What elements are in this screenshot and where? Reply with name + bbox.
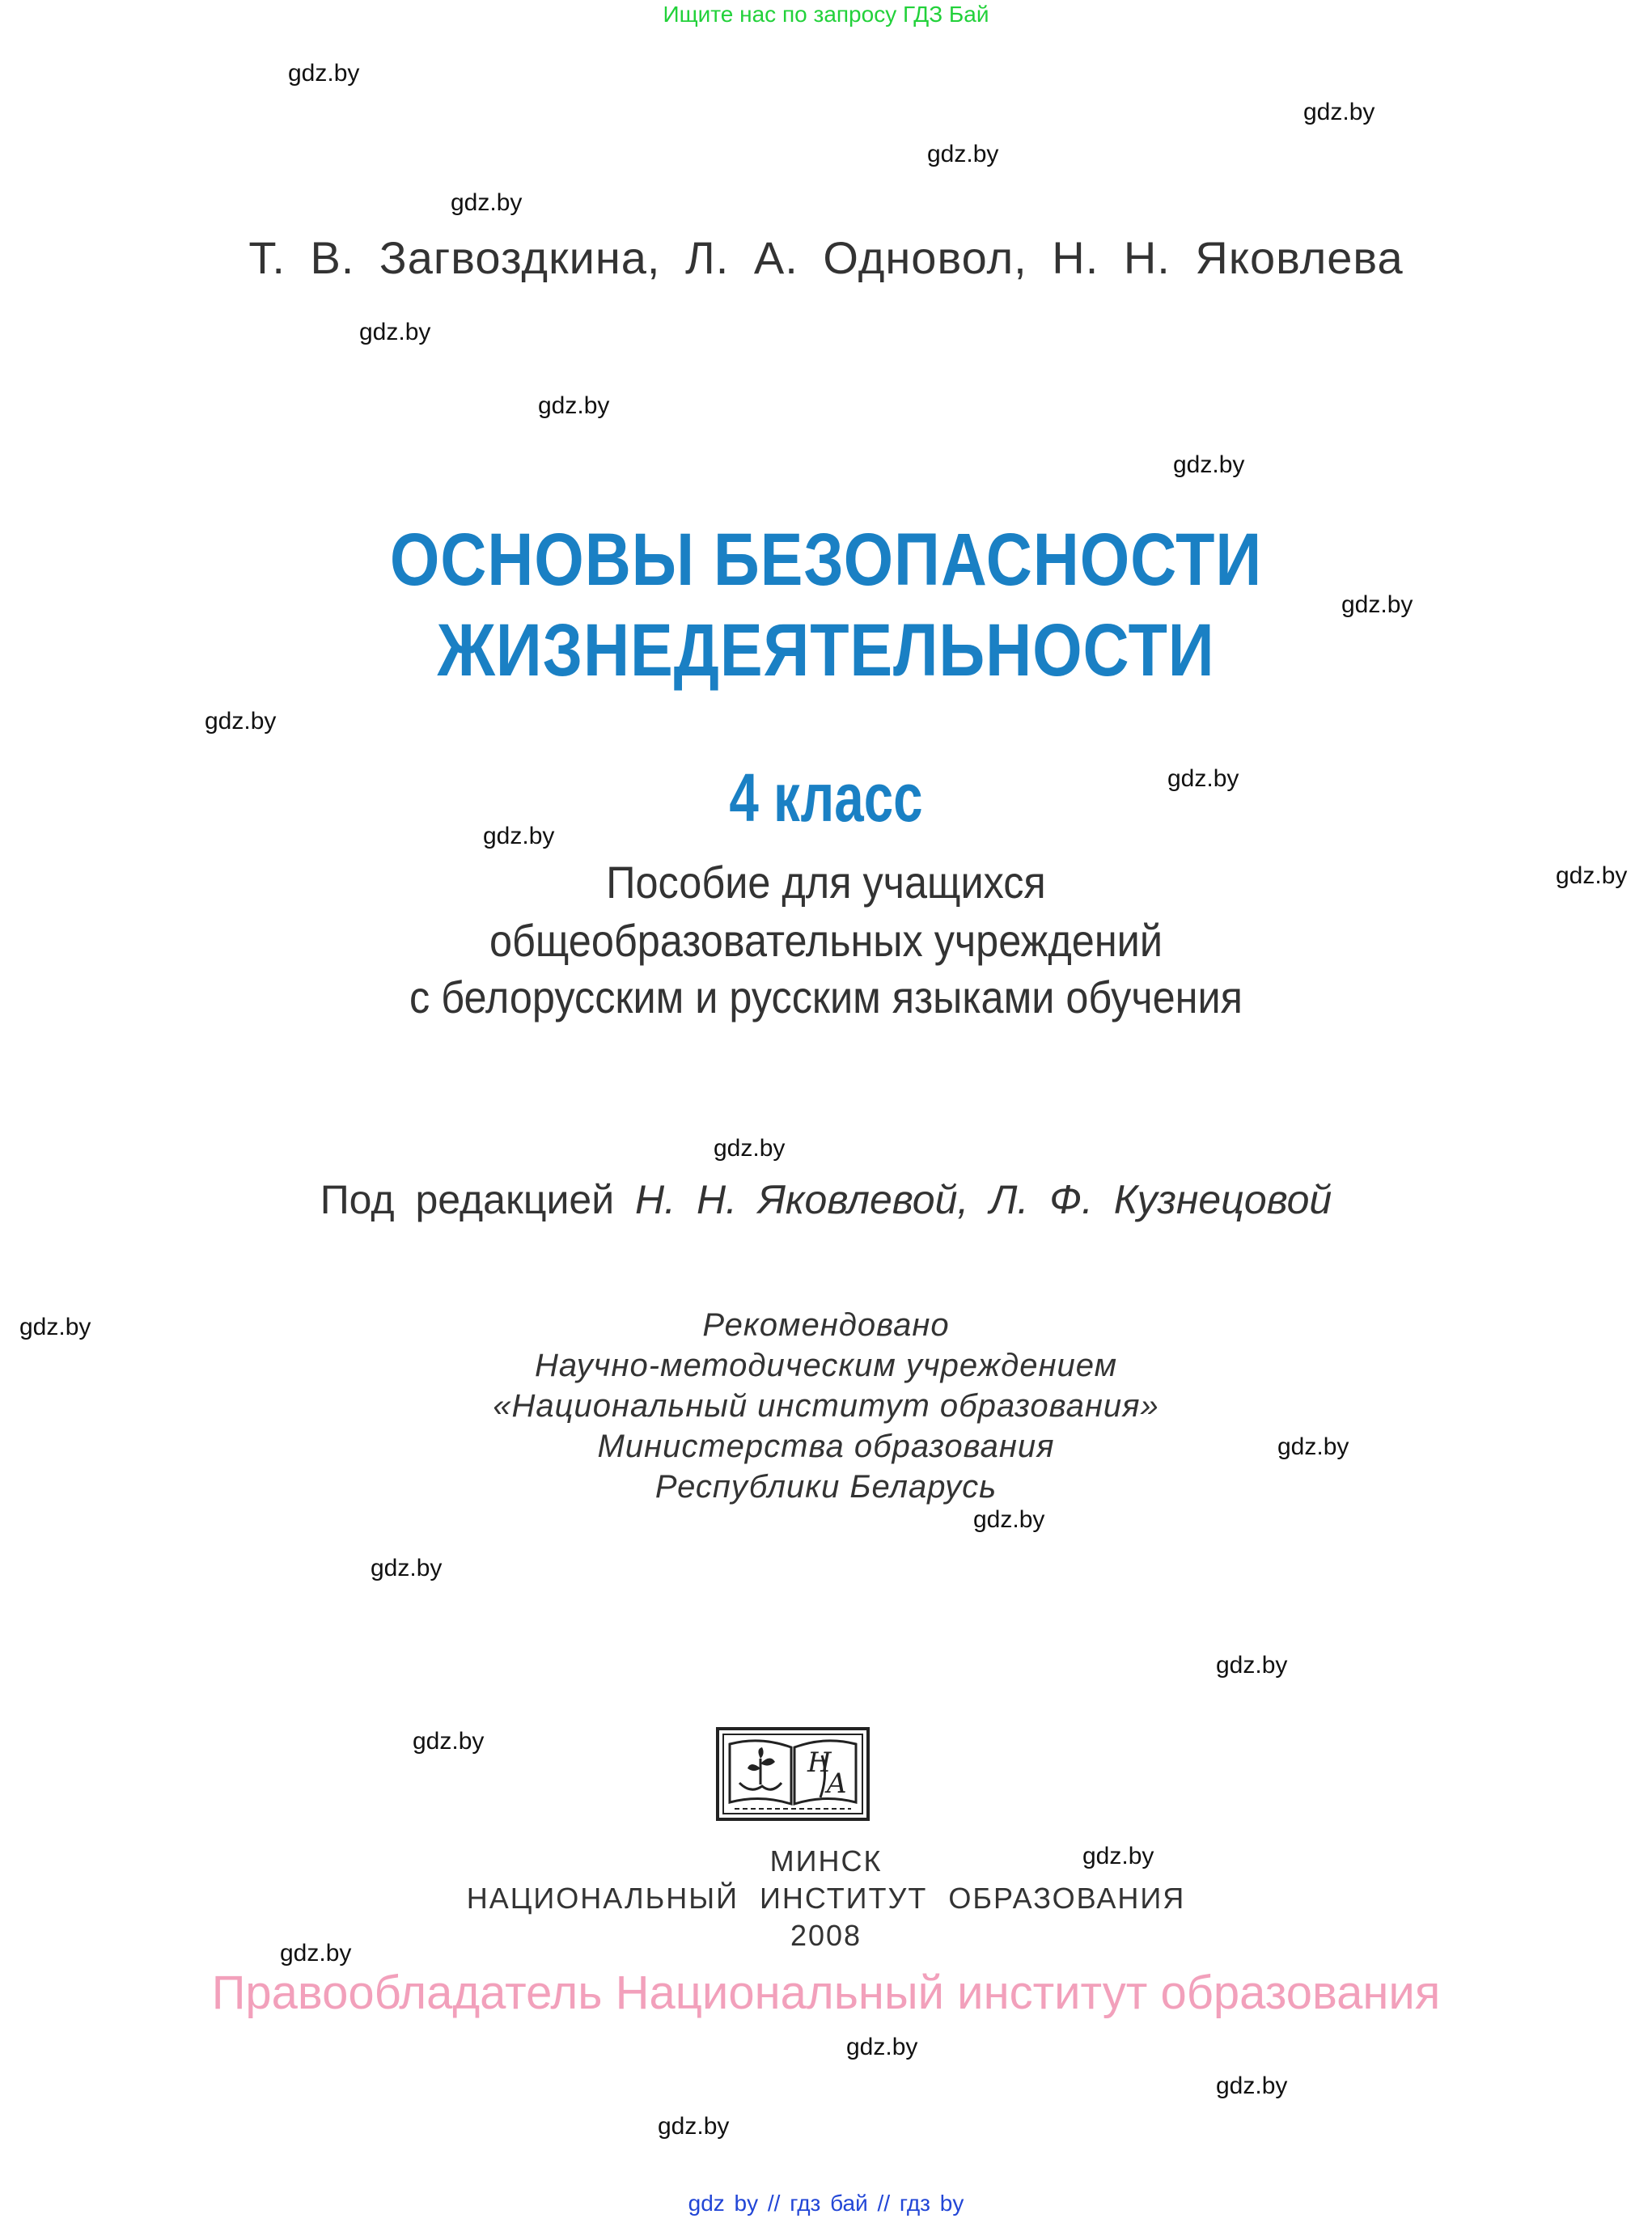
book-title-line-2: ЖИЗНЕДЕЯТЕЛЬНОСТИ [437, 609, 1215, 692]
recommendation-line: Министерства образования [597, 1429, 1055, 1464]
publisher-logo-icon [715, 1726, 870, 1822]
recommendation-line: Рекомендовано [702, 1307, 950, 1343]
top-banner: Ищите нас по запросу ГДЗ Бай [663, 2, 989, 27]
watermark: gdz.by [658, 2113, 730, 2140]
watermark: gdz.by [973, 1506, 1045, 1533]
editors-line [0, 1176, 1652, 1223]
watermark: gdz.by [846, 2034, 918, 2060]
watermark: gdz.by [1277, 1433, 1349, 1460]
editors-label: Под редакцией [320, 1177, 615, 1222]
watermark: gdz.by [451, 189, 523, 216]
watermark: gdz.by [205, 708, 277, 735]
watermark: gdz.by [1167, 765, 1239, 792]
watermark: gdz.by [1082, 1843, 1154, 1869]
editors-names: Н. Н. Яковлевой, Л. Ф. Кузнецовой [635, 1177, 1332, 1222]
watermark: gdz.by [19, 1314, 91, 1340]
publisher-name: НАЦИОНАЛЬНЫЙ ИНСТИТУТ ОБРАЗОВАНИЯ [466, 1882, 1186, 1915]
watermark: gdz.by [538, 392, 610, 419]
subtitle-line: Пособие для учащихся [606, 857, 1046, 908]
watermark: gdz.by [413, 1728, 485, 1755]
watermark: gdz.by [927, 141, 999, 167]
publisher-city: МИНСК [769, 1844, 883, 1878]
watermark: gdz.by [1303, 99, 1375, 125]
watermark: gdz.by [483, 823, 555, 849]
watermark: gdz.by [288, 60, 360, 87]
copyright-holder: Правообладатель Национальный институт образования [211, 1967, 1441, 2019]
publication-year: 2008 [790, 1919, 862, 1952]
recommendation-line: Республики Беларусь [654, 1469, 998, 1505]
watermark: gdz.by [1216, 1652, 1288, 1679]
subtitle-line: общеобразовательных учреждений [489, 915, 1163, 966]
svg-text:A: A [827, 1768, 847, 1800]
watermark: gdz.by [359, 319, 431, 345]
recommendation-line: Научно-методическим учреждением [534, 1348, 1118, 1383]
watermark: gdz.by [1216, 2072, 1288, 2099]
grade-label: 4 класс [729, 760, 923, 836]
watermark: gdz.by [371, 1555, 443, 1581]
subtitle-line: с белорусским и русским языками обучения [409, 972, 1243, 1022]
recommendation-line: «Национальный институт образования» [493, 1388, 1159, 1424]
watermark: gdz.by [1173, 451, 1245, 478]
book-title-line-1: ОСНОВЫ БЕЗОПАСНОСТИ [389, 519, 1263, 601]
footer-links[interactable]: gdz by // гдз бай // гдз by [688, 2191, 964, 2216]
watermark: gdz.by [1341, 591, 1413, 618]
watermark: gdz.by [1556, 862, 1628, 889]
svg-text:H: H [807, 1746, 832, 1779]
watermark: gdz.by [280, 1940, 352, 1967]
authors: Т. В. Загвоздкина, Л. А. Одновол, Н. Н. Яковлева [248, 232, 1404, 283]
watermark: gdz.by [714, 1135, 786, 1162]
